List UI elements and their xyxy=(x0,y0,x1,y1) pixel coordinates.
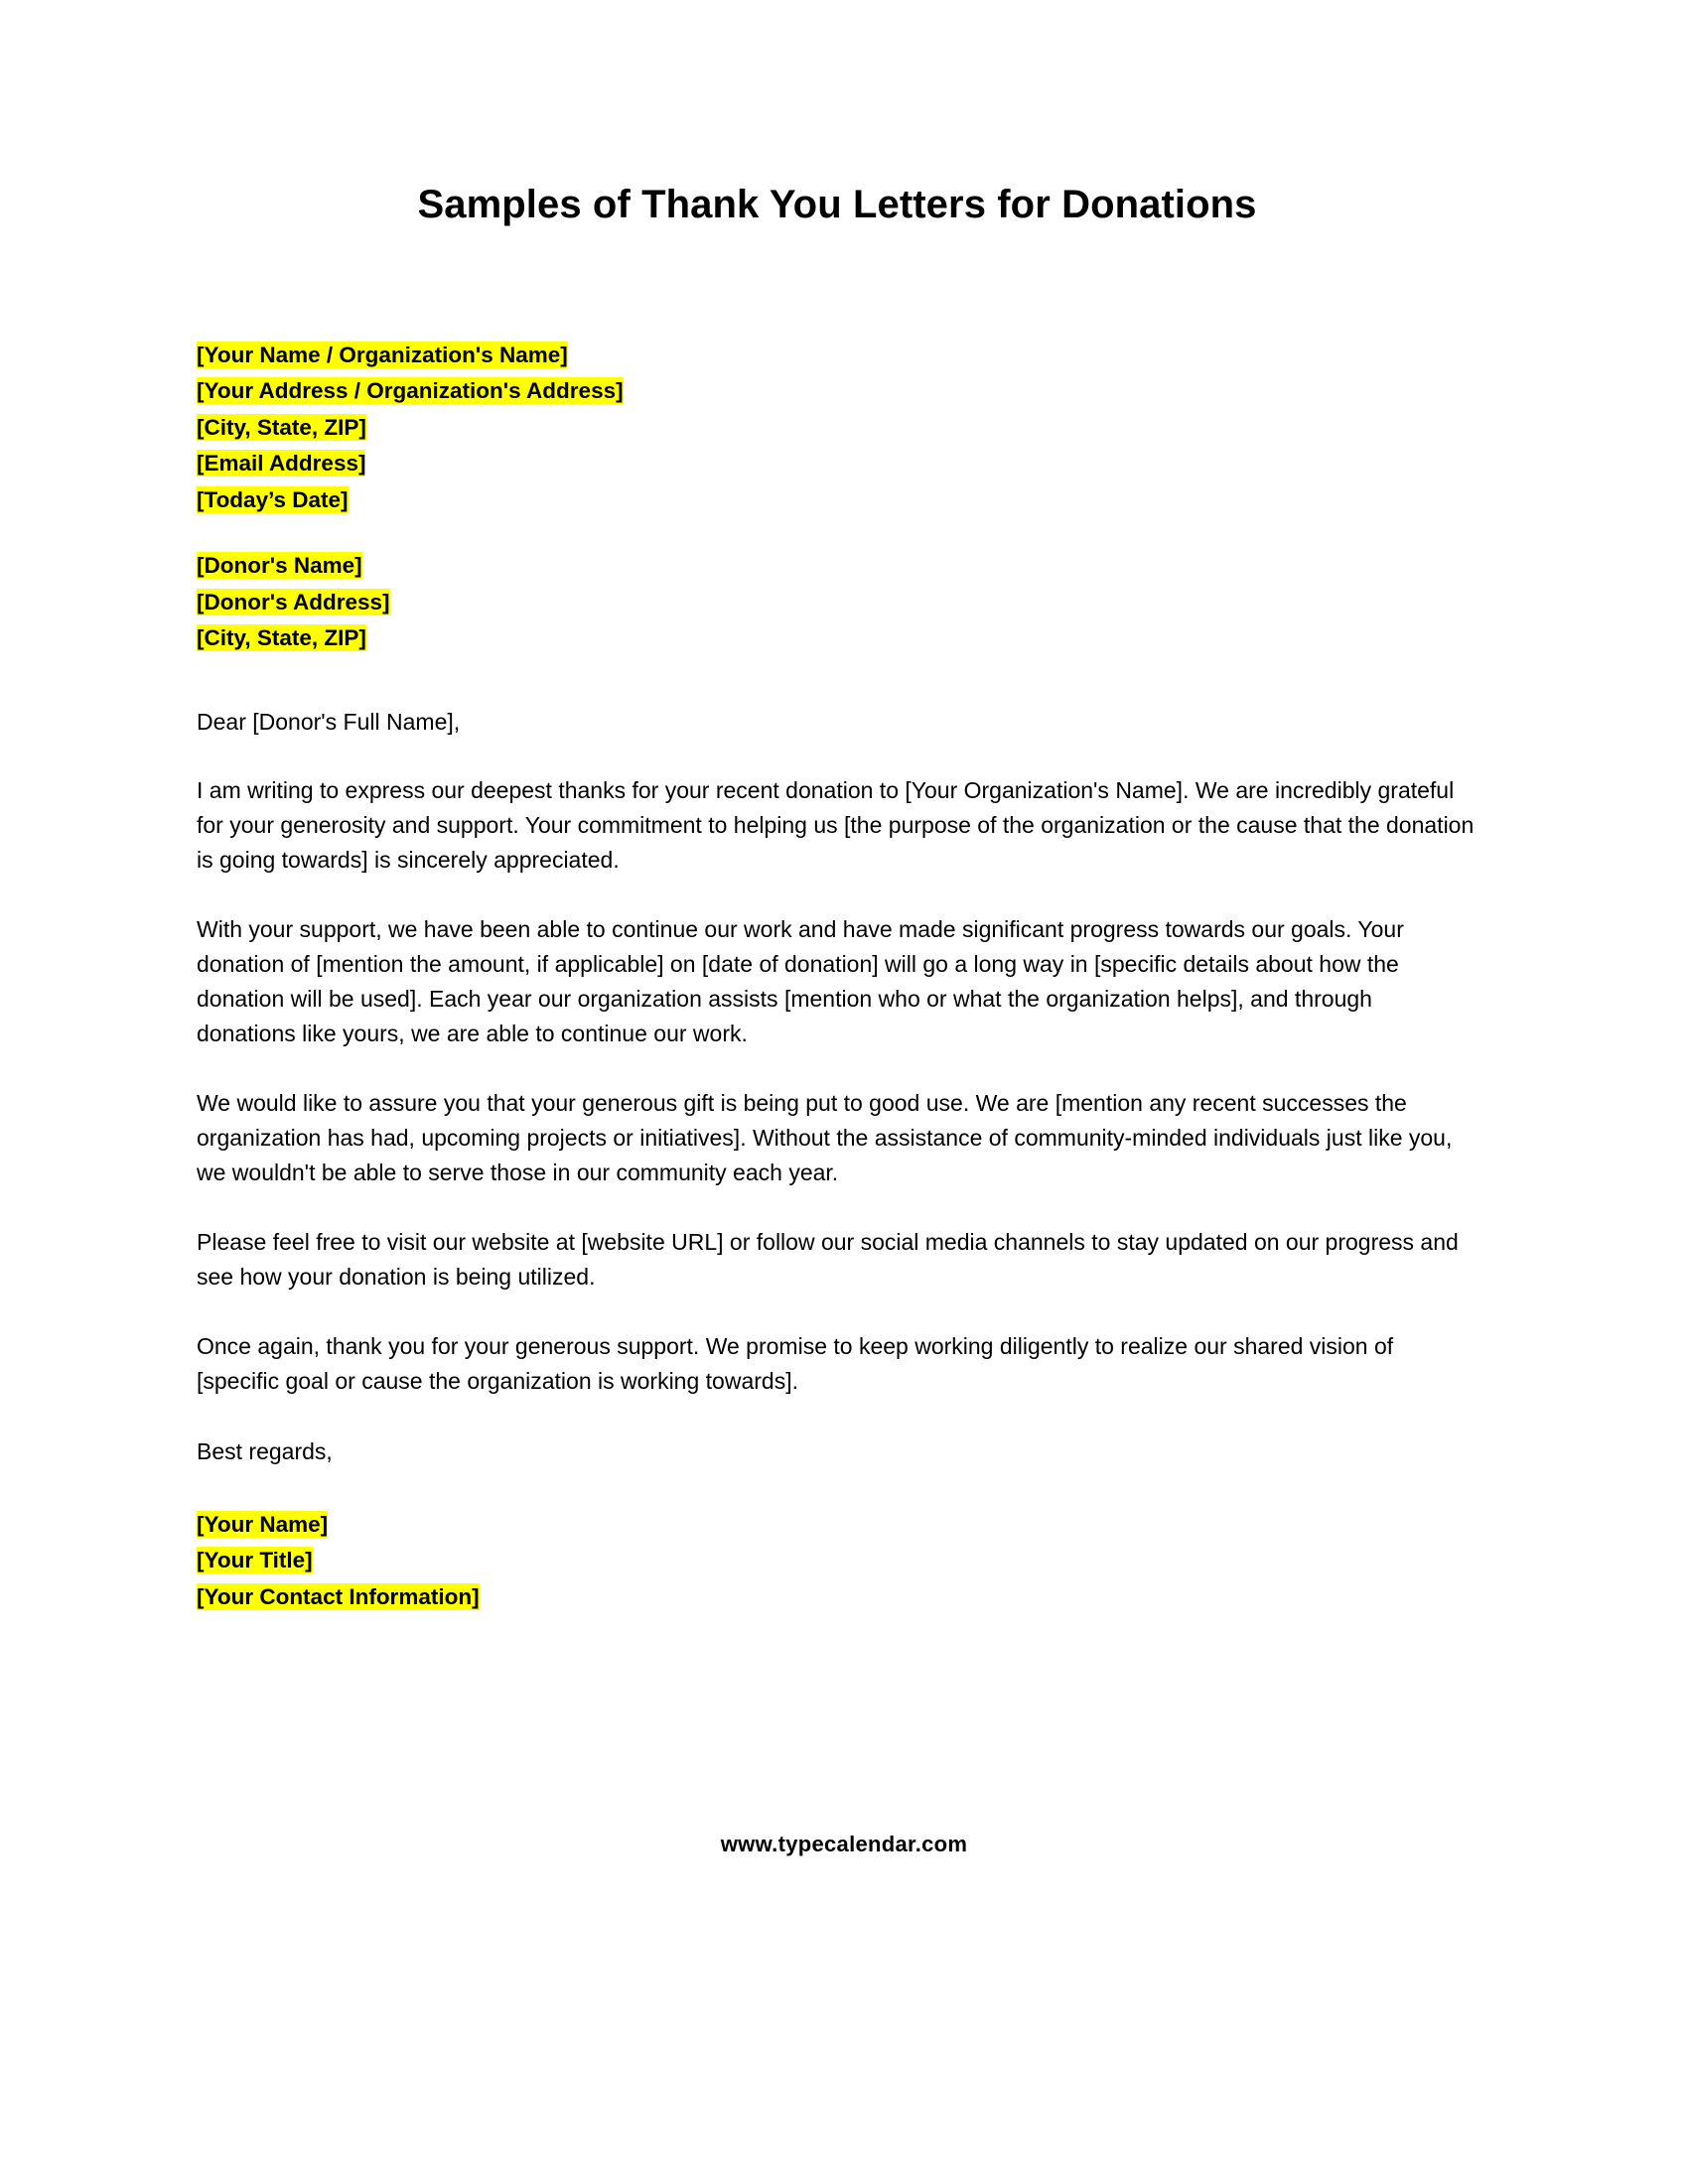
document-content xyxy=(197,179,1477,1615)
signature-line-title xyxy=(197,1543,1477,1578)
sender-line-email xyxy=(197,446,1477,481)
body-paragraph-5: Once again, thank you for your generous support. We promise to keep working diligently to realize our shared vision of [specific goal or cause the organization is working towards]. xyxy=(197,1332,1394,1394)
sender-line-address xyxy=(197,373,1477,409)
salutation: Dear [Donor's Full Name], xyxy=(197,708,461,735)
recipient-city-highlight: [City, State, ZIP] xyxy=(197,625,366,651)
body-paragraph-2: With your support, we have been able to continue our work and have made significant progress towards our goals. Your donation of [mention the amount, if applicable] on [date of donation] will go a long way in [specific details about how the donation will be used]. Each year our organization assists [mention who or what the organization helps], and through donations like yours, we are able to continue our work. xyxy=(197,916,1404,1047)
closing: Best regards, xyxy=(197,1437,333,1464)
sender-line-date xyxy=(197,482,1477,518)
recipient-address-highlight: [Donor's Address] xyxy=(197,589,390,614)
sender-line-city xyxy=(197,410,1477,446)
body-paragraph-1: I am writing to express our deepest thanks for your recent donation to [Your Organization's Name]. We are incredibly grateful for your generosity and support. Your commitment to helping us [the purpose of the organization or the cause that the donation is going towards] is sincerely appreciated. xyxy=(197,777,1475,874)
signature-title-highlight: [Your Title] xyxy=(197,1548,313,1573)
sender-date-highlight: [Today’s Date] xyxy=(197,486,349,512)
address-spacer xyxy=(197,518,1477,548)
page-title: Samples of Thank You Letters for Donations xyxy=(417,183,1257,226)
signature-contact-highlight: [Your Contact Information] xyxy=(197,1583,480,1609)
recipient-address-block xyxy=(197,548,1477,656)
sender-address-highlight: [Your Address / Organization's Address] xyxy=(197,378,624,404)
sender-address-block xyxy=(197,338,1477,518)
body-paragraph-3: We would like to assure you that your generous gift is being put to good use. We are [mention any recent successes the organization has had, upcoming projects or initiatives]. Without the assistance of community-minded individuals just like you, we wouldn't be able to serve those in our community each year. xyxy=(197,1090,1453,1186)
footer-website: www.typecalendar.com xyxy=(720,1832,968,1856)
signature-line-name xyxy=(197,1507,1477,1543)
sender-email-highlight: [Email Address] xyxy=(197,451,366,477)
recipient-line-city xyxy=(197,620,1477,656)
signature-block xyxy=(197,1507,1477,1615)
sender-line-name xyxy=(197,338,1477,373)
sender-city-highlight: [City, State, ZIP] xyxy=(197,414,366,440)
recipient-line-name xyxy=(197,548,1477,584)
sender-name-highlight: [Your Name / Organization's Name] xyxy=(197,342,568,367)
body-paragraph-4: Please feel free to visit our website at [website URL] or follow our social media channels to stay updated on our progress and see how your donation is being utilized. xyxy=(197,1228,1459,1290)
recipient-name-highlight: [Donor's Name] xyxy=(197,553,362,579)
signature-line-contact xyxy=(197,1579,1477,1615)
signature-name-highlight: [Your Name] xyxy=(197,1511,329,1537)
recipient-line-address xyxy=(197,585,1477,620)
